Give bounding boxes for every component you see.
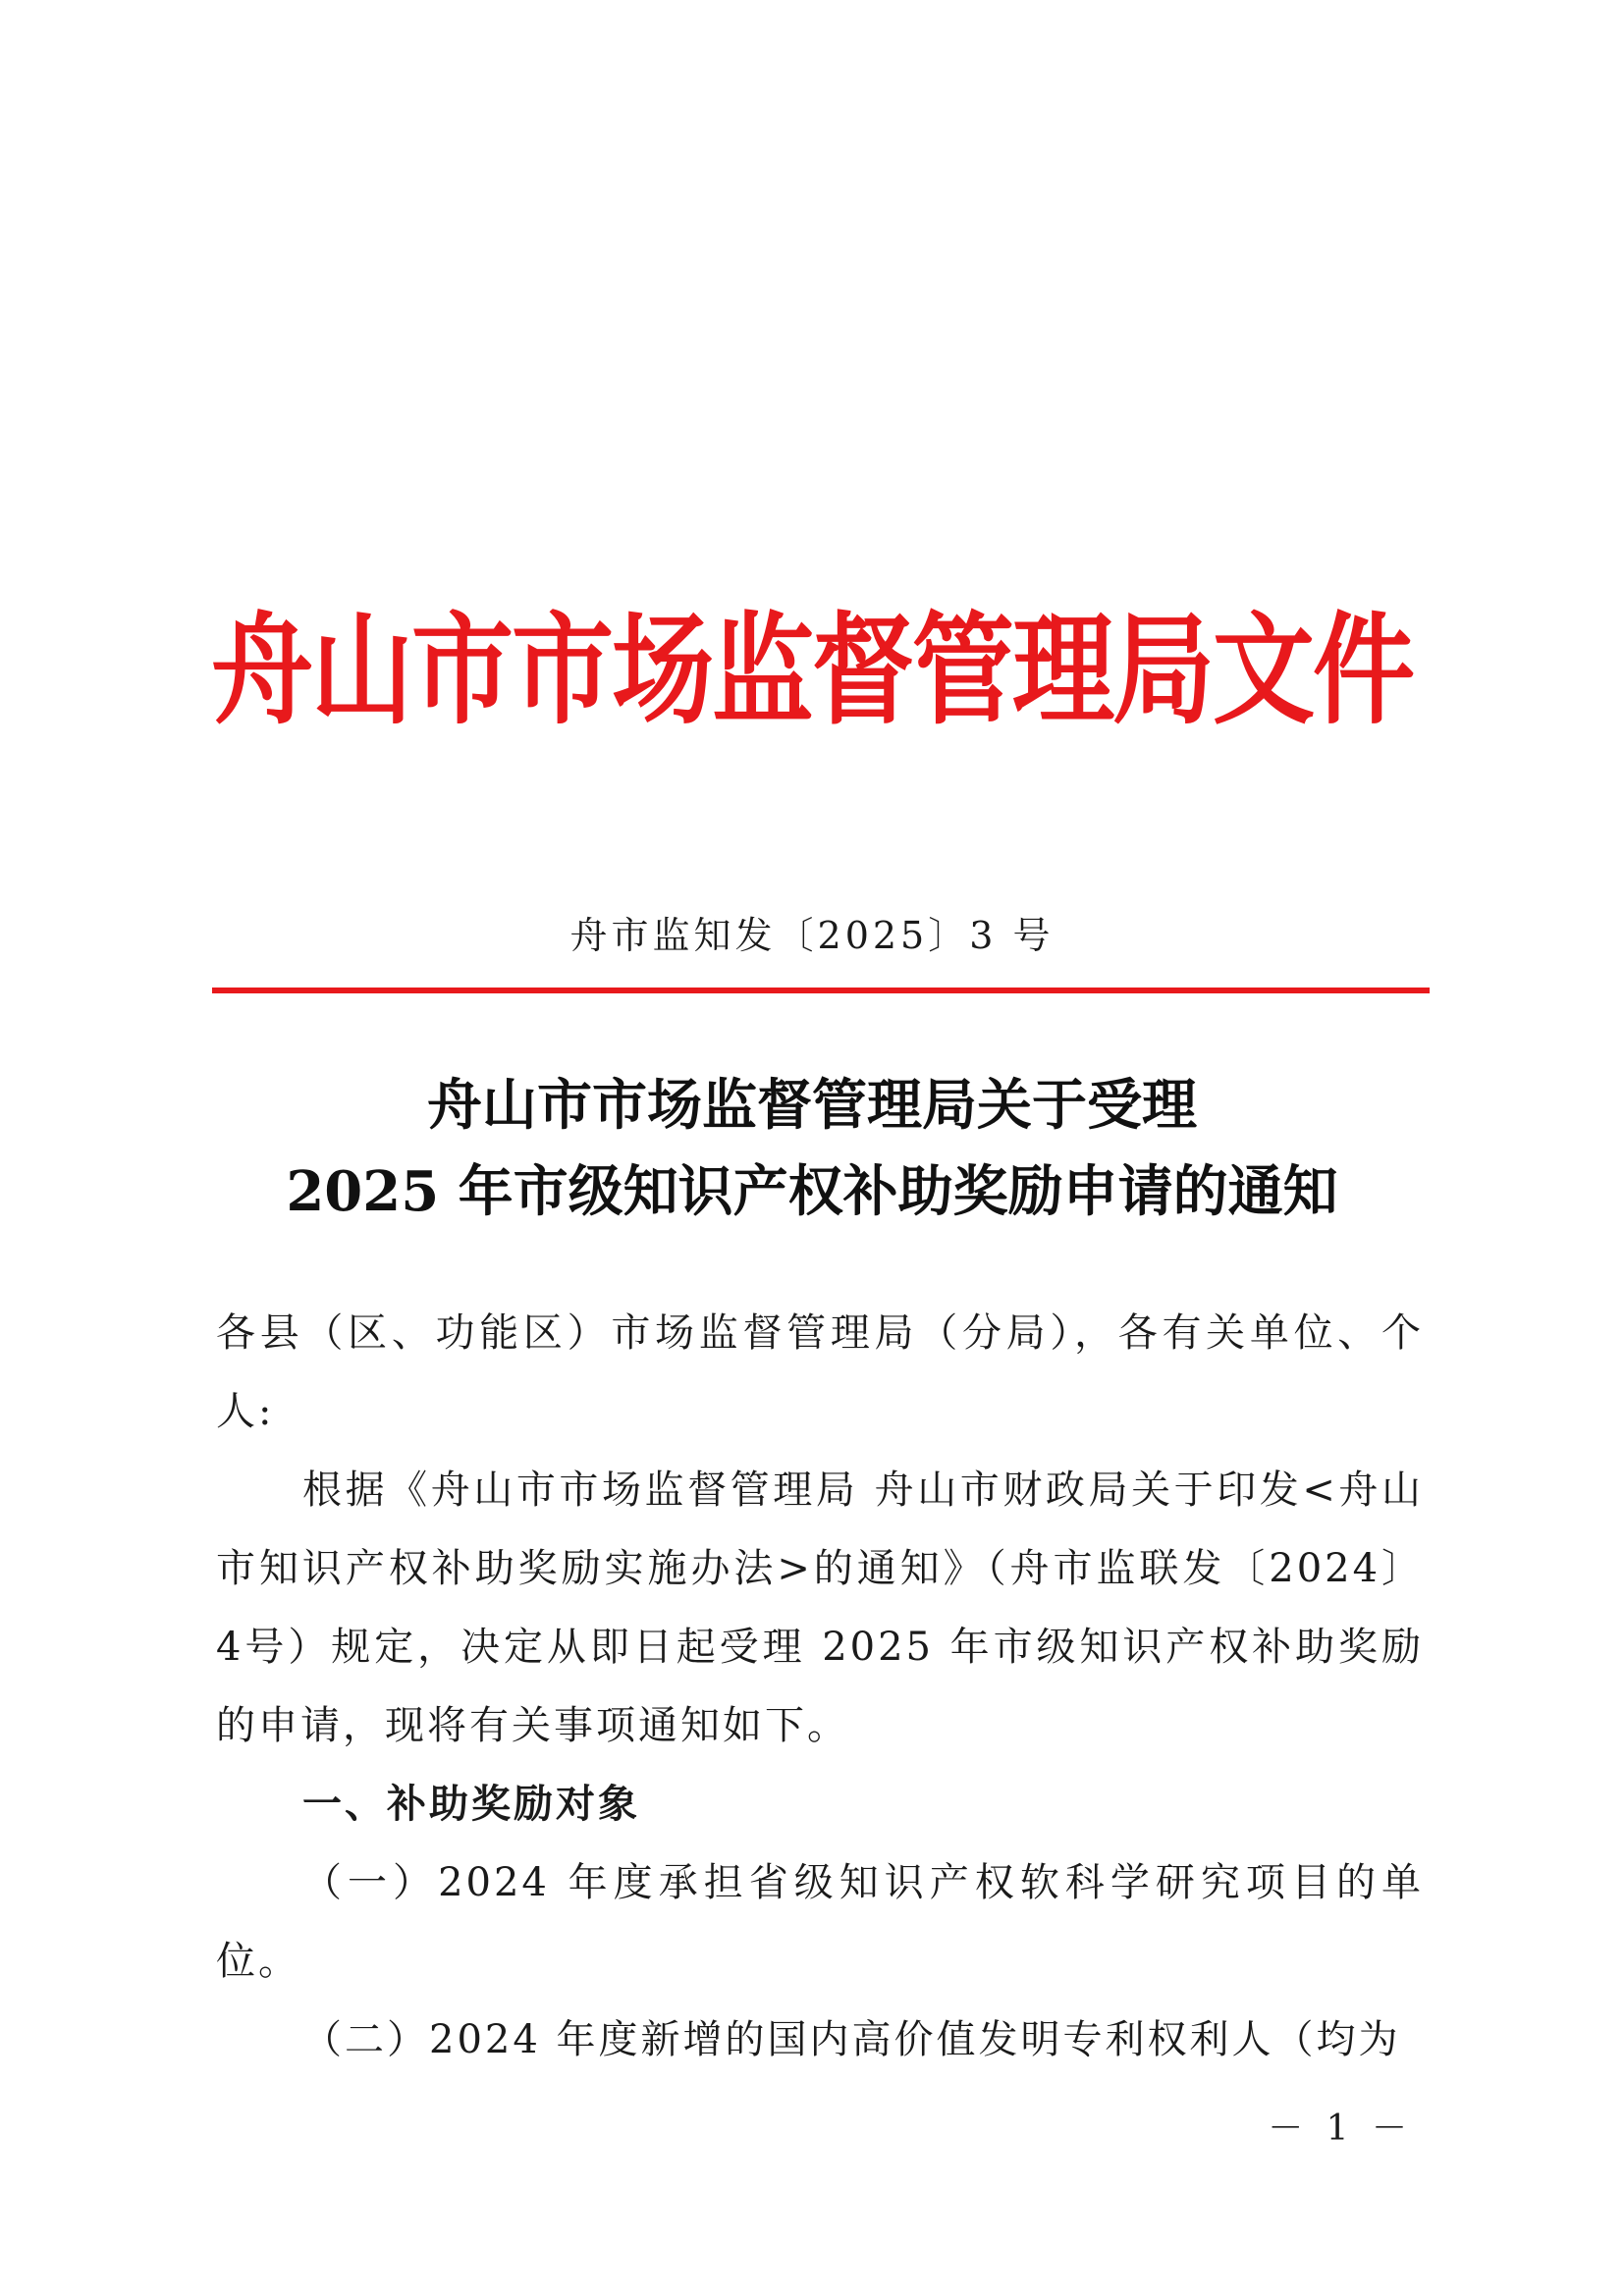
document-number: 舟市监知发〔2025〕3 号 [569,914,1055,957]
title-line-2: 2025 年市级知识产权补助奖励申请的通知 [286,1159,1338,1224]
document-masthead: 舟山市市场监督管理局文件 [210,599,1413,742]
title-line-1: 舟山市市场监督管理局关于受理 [427,1073,1197,1138]
intro-paragraph: 根据《舟山市市场监督管理局 舟山市财政局关于印发<舟山市知识产权补助奖励实施办法>的通知》（舟市监联发〔2024〕4号）规定，决定从即日起受理 2025 年市级知识产权补助奖励的申请，现将有关事项通知如下。 [216,1468,1424,1748]
red-divider-line [212,988,1430,993]
section-heading: 一、补助奖励对象 [302,1782,640,1827]
salutation: 各县（区、功能区）市场监督管理局（分局），各有关单位、个人: [216,1310,1424,1434]
document-body [216,1294,1424,2079]
list-item: （一）2024 年度承担省级知识产权软科学研究项目的单位。 [216,1860,1424,1984]
document-title [0,1062,1624,1235]
page-number: － 1 － [1268,2109,1413,2149]
list-item: （二）2024 年度新增的国内高价值发明专利权利人（均为 [302,2017,1401,2062]
